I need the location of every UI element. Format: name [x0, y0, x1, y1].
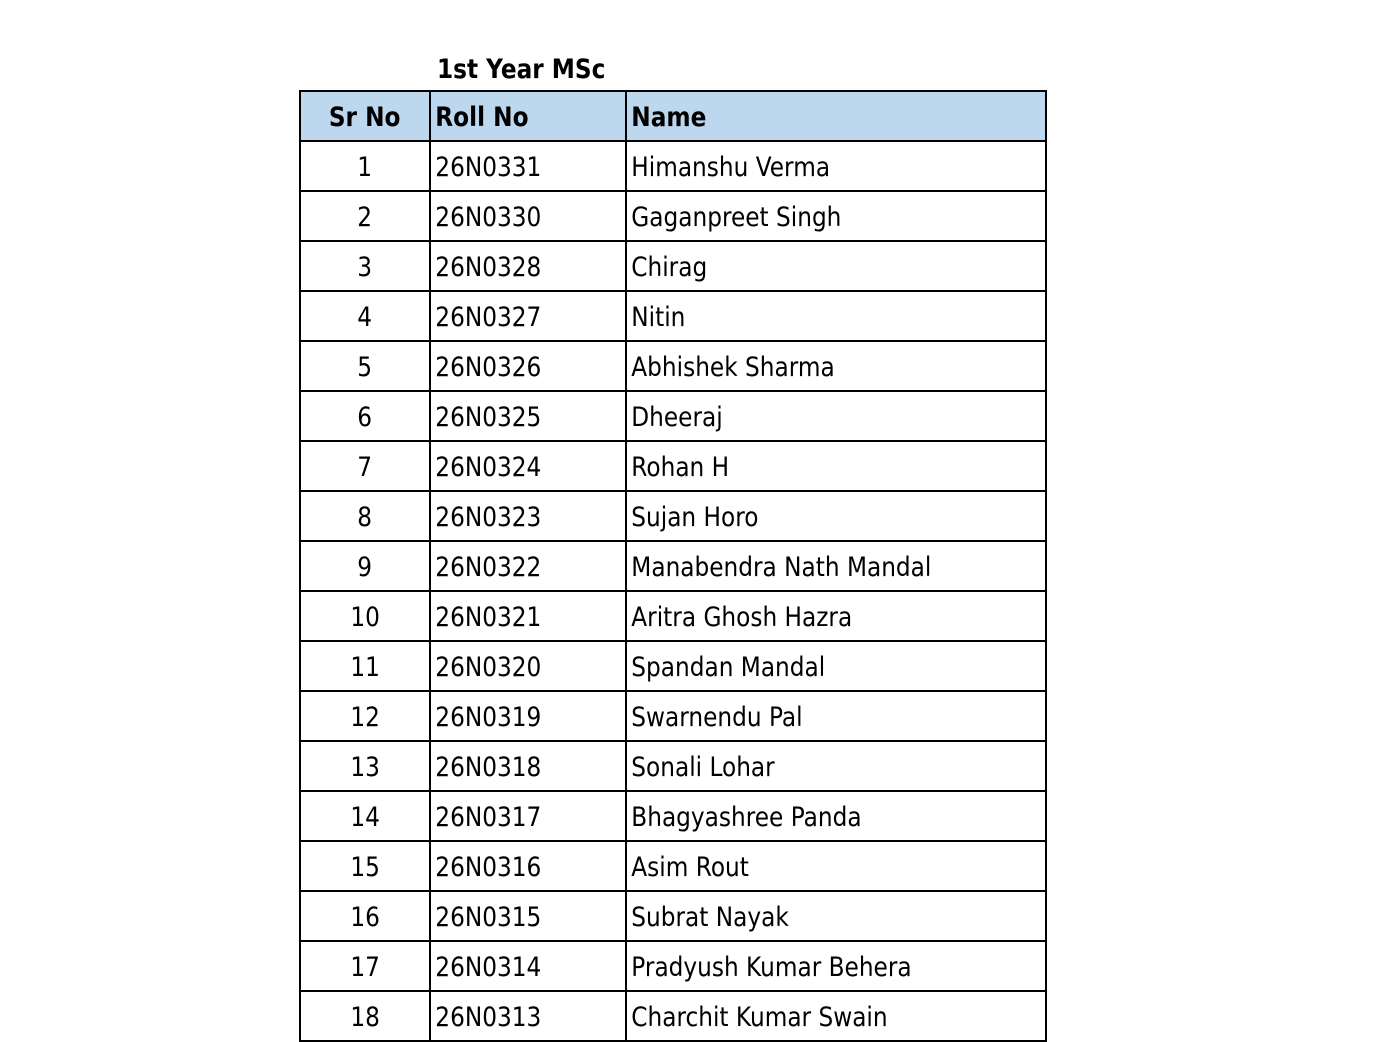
cell-roll-no: 26N0323 — [430, 491, 626, 541]
cell-name: Rohan H — [626, 441, 1046, 491]
cell-roll-no: 26N0327 — [430, 291, 626, 341]
cell-sr-no: 11 — [300, 641, 430, 691]
cell-name: Abhishek Sharma — [626, 341, 1046, 391]
cell-sr-no: 7 — [300, 441, 430, 491]
table-row — [300, 191, 1046, 241]
cell-sr-no: 4 — [300, 291, 430, 341]
cell-roll-no: 26N0322 — [430, 541, 626, 591]
cell-sr-no: 8 — [300, 491, 430, 541]
cell-name: Sujan Horo — [626, 491, 1046, 541]
page-title: 1st Year MSc — [437, 54, 606, 85]
column-header-name: Name — [626, 91, 1046, 141]
student-table — [299, 90, 1047, 1042]
cell-roll-no: 26N0315 — [430, 891, 626, 941]
cell-name: Manabendra Nath Mandal — [626, 541, 1046, 591]
cell-name: Dheeraj — [626, 391, 1046, 441]
cell-roll-no: 26N0318 — [430, 741, 626, 791]
table-row — [300, 791, 1046, 841]
table-row — [300, 491, 1046, 541]
cell-name: Pradyush Kumar Behera — [626, 941, 1046, 991]
cell-roll-no: 26N0324 — [430, 441, 626, 491]
cell-roll-no: 26N0328 — [430, 241, 626, 291]
table-row — [300, 841, 1046, 891]
table-row — [300, 641, 1046, 691]
cell-roll-no: 26N0326 — [430, 341, 626, 391]
cell-roll-no: 26N0317 — [430, 791, 626, 841]
cell-sr-no: 6 — [300, 391, 430, 441]
table-row — [300, 341, 1046, 391]
cell-sr-no: 5 — [300, 341, 430, 391]
table-row — [300, 991, 1046, 1041]
cell-name: Gaganpreet Singh — [626, 191, 1046, 241]
table-header-row — [300, 91, 1046, 141]
table-row — [300, 141, 1046, 191]
cell-sr-no: 2 — [300, 191, 430, 241]
cell-name: Aritra Ghosh Hazra — [626, 591, 1046, 641]
cell-sr-no: 3 — [300, 241, 430, 291]
table-row — [300, 691, 1046, 741]
cell-roll-no: 26N0320 — [430, 641, 626, 691]
cell-sr-no: 16 — [300, 891, 430, 941]
cell-name: Spandan Mandal — [626, 641, 1046, 691]
cell-sr-no: 13 — [300, 741, 430, 791]
cell-name: Asim Rout — [626, 841, 1046, 891]
table-row — [300, 891, 1046, 941]
table-row — [300, 441, 1046, 491]
table-row — [300, 291, 1046, 341]
column-header-roll-no: Roll No — [430, 91, 626, 141]
cell-sr-no: 9 — [300, 541, 430, 591]
cell-roll-no: 26N0325 — [430, 391, 626, 441]
cell-sr-no: 18 — [300, 991, 430, 1041]
cell-roll-no: 26N0313 — [430, 991, 626, 1041]
table-row — [300, 541, 1046, 591]
cell-sr-no: 10 — [300, 591, 430, 641]
cell-roll-no: 26N0321 — [430, 591, 626, 641]
table-body — [300, 141, 1046, 1041]
table-row — [300, 241, 1046, 291]
cell-name: Chirag — [626, 241, 1046, 291]
cell-name: Nitin — [626, 291, 1046, 341]
cell-roll-no: 26N0314 — [430, 941, 626, 991]
cell-sr-no: 15 — [300, 841, 430, 891]
cell-roll-no: 26N0331 — [430, 141, 626, 191]
cell-roll-no: 26N0319 — [430, 691, 626, 741]
cell-name: Himanshu Verma — [626, 141, 1046, 191]
cell-name: Sonali Lohar — [626, 741, 1046, 791]
column-header-sr-no: Sr No — [300, 91, 430, 141]
cell-sr-no: 17 — [300, 941, 430, 991]
cell-roll-no: 26N0316 — [430, 841, 626, 891]
table-row — [300, 941, 1046, 991]
table-row — [300, 741, 1046, 791]
table-row — [300, 391, 1046, 441]
cell-name: Subrat Nayak — [626, 891, 1046, 941]
cell-sr-no: 12 — [300, 691, 430, 741]
cell-sr-no: 1 — [300, 141, 430, 191]
table-row — [300, 591, 1046, 641]
cell-sr-no: 14 — [300, 791, 430, 841]
cell-roll-no: 26N0330 — [430, 191, 626, 241]
cell-name: Swarnendu Pal — [626, 691, 1046, 741]
cell-name: Bhagyashree Panda — [626, 791, 1046, 841]
cell-name: Charchit Kumar Swain — [626, 991, 1046, 1041]
